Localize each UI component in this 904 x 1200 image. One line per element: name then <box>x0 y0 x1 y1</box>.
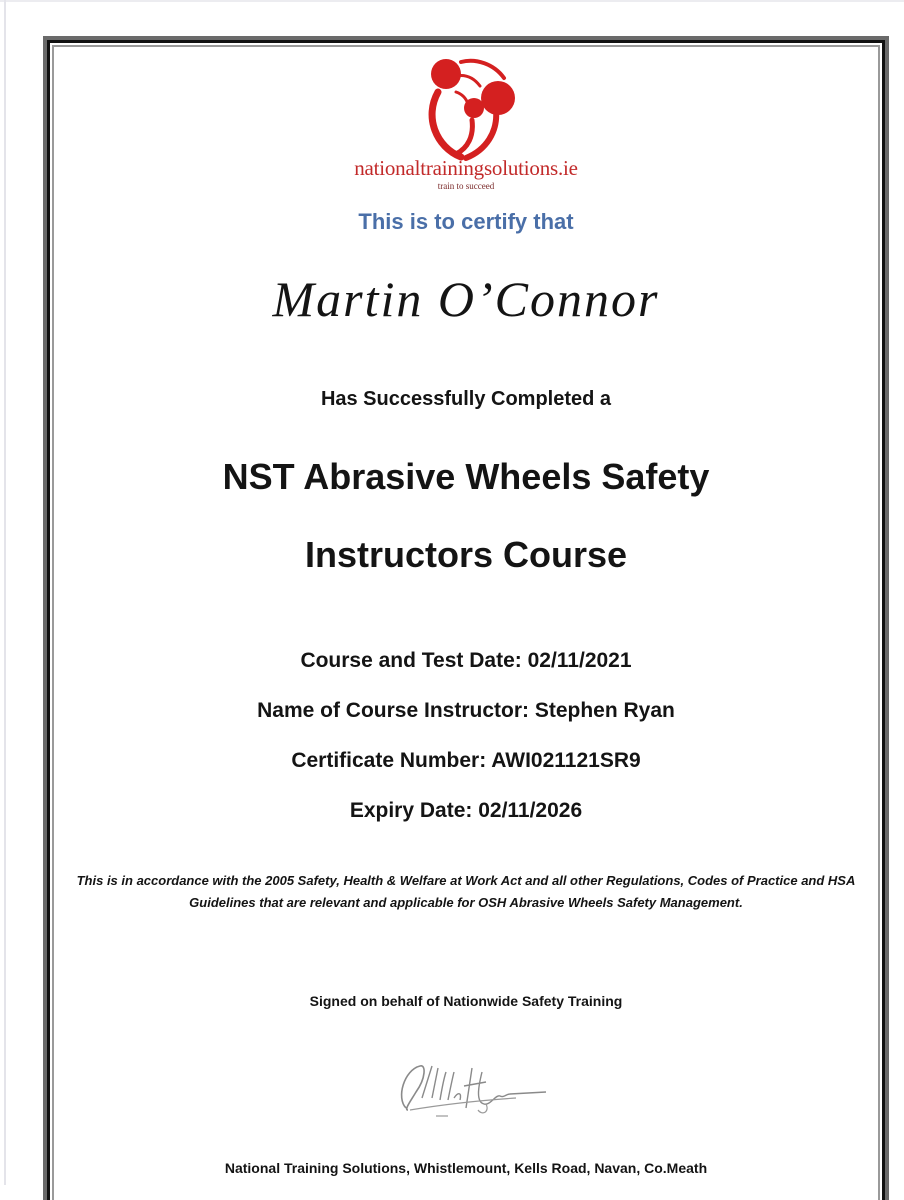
expiry-date: Expiry Date: 02/11/2026 <box>349 799 583 822</box>
logo-tagline: train to succeed <box>437 181 495 191</box>
certificate-content <box>56 48 876 1200</box>
footer-address: National Training Solutions, Whistlemount, Kells Road, Navan, Co.Meath <box>224 1160 708 1176</box>
signed-on-behalf: Signed on behalf of Nationwide Safety Training <box>309 993 623 1009</box>
course-instructor: Name of Course Instructor: Stephen Ryan <box>257 699 675 722</box>
logo-brand-text: nationaltrainingsolutions.ie <box>354 156 578 180</box>
company-logo <box>56 48 876 198</box>
course-test-date: Course and Test Date: 02/11/2021 <box>300 649 632 672</box>
page-edge-top <box>0 0 904 2</box>
course-title-line-1: NST Abrasive Wheels Safety <box>222 456 710 497</box>
certify-statement: This is to certify that <box>358 209 574 234</box>
page-edge-left <box>4 0 6 1185</box>
course-title-line-2: Instructors Course <box>304 534 628 575</box>
legal-statement: This is in accordance with the 2005 Safety, Health & Welfare at Work Act and all other Regulations, Codes of Practice and HSA Guidelines that are relevant and applicable for OSH Abrasive Wheels Safety Management. <box>76 873 856 910</box>
course-title <box>56 438 876 594</box>
handwritten-signature-icon <box>386 1058 556 1123</box>
certificate-number: Certificate Number: AWI021121SR9 <box>291 749 641 772</box>
recipient-name: Martin O’Connor <box>272 271 660 327</box>
three-figures-swirl-logo-icon <box>416 52 526 162</box>
certificate-details <box>56 636 876 836</box>
completion-statement: Has Successfully Completed a <box>320 388 612 410</box>
